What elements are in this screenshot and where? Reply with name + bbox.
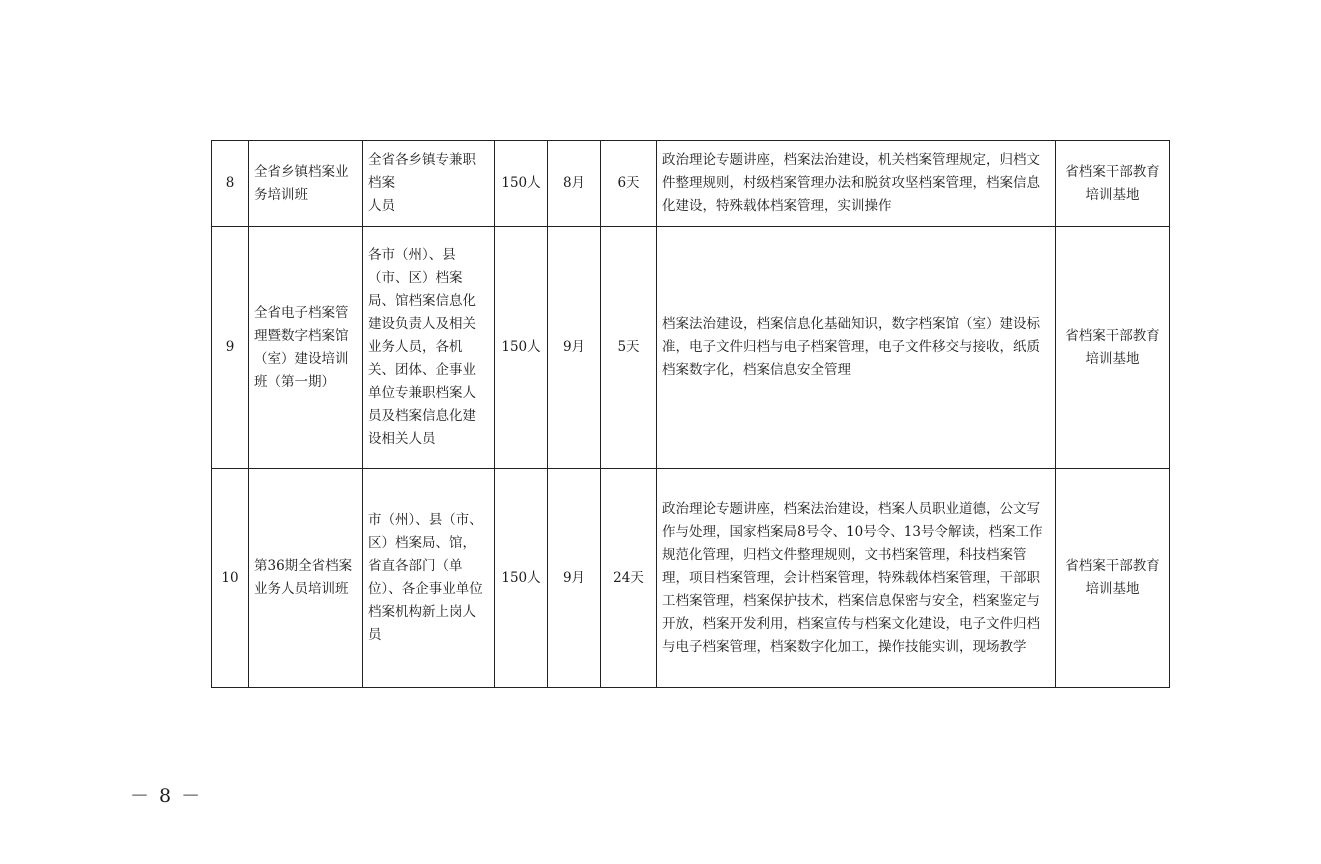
row-number: 9 — [212, 227, 249, 469]
organizer: 省档案干部教育培训基地 — [1056, 141, 1170, 227]
page-number: － 8 － — [130, 785, 203, 807]
participant-count: 150人 — [495, 227, 548, 469]
training-content: 档案法治建设，档案信息化基础知识，数字档案馆（室）建设标准，电子文件归档与电子档案管理，电子文件移交与接收，纸质档案数字化，档案信息安全管理 — [657, 227, 1056, 469]
course-name: 全省电子档案管理暨数字档案馆（室）建设培训班（第一期） — [249, 227, 363, 469]
training-content: 政治理论专题讲座，档案法治建设，档案人员职业道德，公文写作与处理，国家档案局8号令、10号令、13号令解读，档案工作规范化管理，归档文件整理规则，文书档案管理，科技档案管理，项目档案管理，会计档案管理，特殊载体档案管理，干部职工档案管理，档案保护技术，档案信息保密与安全，档案鉴定与开放，档案开发利用，档案宣传与档案文化建设，电子文件归档与电子档案管理，档案数字化加工，操作技能实训，现场教学 — [657, 469, 1056, 688]
training-content: 政治理论专题讲座，档案法治建设，机关档案管理规定，归档文件整理规则，村级档案管理办法和脱贫攻坚档案管理，档案信息化建设，特殊载体档案管理，实训操作 — [657, 141, 1056, 227]
participant-count: 150人 — [495, 141, 548, 227]
table-row — [212, 141, 1170, 227]
training-month: 9月 — [548, 469, 601, 688]
table-row — [212, 227, 1170, 469]
course-name: 全省乡镇档案业务培训班 — [249, 141, 363, 227]
training-month: 8月 — [548, 141, 601, 227]
target-audience — [363, 141, 495, 227]
row-number: 10 — [212, 469, 249, 688]
target-audience: 各市（州）、县（市、区）档案局、馆档案信息化建设负责人及相关业务人员，各机关、团体、企事业单位专兼职档案人员及档案信息化建设相关人员 — [363, 227, 495, 469]
participant-count: 150人 — [495, 469, 548, 688]
training-days: 24天 — [601, 469, 657, 688]
training-days: 5天 — [601, 227, 657, 469]
training-plan-table — [211, 140, 1170, 688]
row-number: 8 — [212, 141, 249, 227]
training-days: 6天 — [601, 141, 657, 227]
target-audience: 市（州）、县（市、区）档案局、馆，省直各部门（单位）、各企事业单位档案机构新上岗人员 — [363, 469, 495, 688]
organizer: 省档案干部教育培训基地 — [1056, 227, 1170, 469]
organizer: 省档案干部教育培训基地 — [1056, 469, 1170, 688]
training-month: 9月 — [548, 227, 601, 469]
table-row — [212, 469, 1170, 688]
course-name: 第36期全省档案业务人员培训班 — [249, 469, 363, 688]
target-audience-text: 全省各乡镇专兼职档案 人员 — [368, 152, 476, 214]
